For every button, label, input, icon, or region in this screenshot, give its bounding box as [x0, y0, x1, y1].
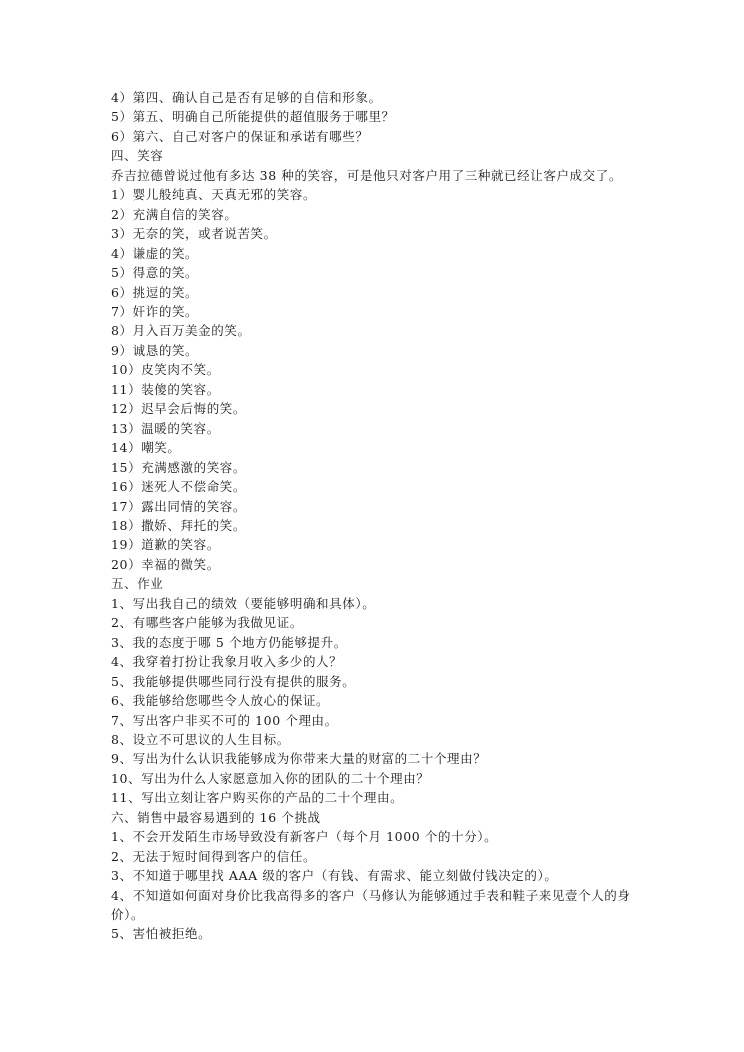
- section-heading: 五、作业: [111, 576, 164, 592]
- list-item: 8、设立不可思议的人生目标。: [111, 731, 290, 747]
- list-item: 3、不知道于哪里找 AAA 级的客户（有钱、有需求、能立刻做付钱决定的）。: [111, 868, 558, 884]
- list-item: 1）婴儿般纯真、天真无邪的笑容。: [111, 187, 317, 203]
- list-item: 5、害怕被拒绝。: [111, 926, 212, 942]
- text-line: 6）第六、自己对客户的保证和承诺有哪些？: [111, 128, 369, 144]
- list-item: 4、不知道如何面对身价比我高得多的客户（马修认为能够通过手表和鞋子来见壹个人的身: [111, 887, 631, 903]
- text-line: 乔吉拉德曾说过他有多达 38 种的笑容，可是他只对客户用了三种就已经让客户成交了。: [111, 167, 622, 183]
- list-item: 6）挑逗的笑。: [111, 284, 199, 300]
- list-item: 1、写出我自己的绩效（要能够明确和具体）。: [111, 595, 376, 611]
- list-item-continuation: 价）。: [111, 907, 145, 923]
- list-item: 1、不会开发陌生市场导致没有新客户（每个月 1000 个的十分）。: [111, 829, 498, 845]
- list-item: 6、我能够给您哪些令人放心的保证。: [111, 693, 330, 709]
- list-item: 5、我能够提供哪些同行没有提供的服务。: [111, 673, 356, 689]
- list-item: 11）装傻的笑容。: [111, 381, 220, 397]
- list-item: 8）月入百万美金的笑。: [111, 323, 251, 339]
- list-item: 10）皮笑肉不笑。: [111, 362, 220, 378]
- list-item: 16）迷死人不偿命笑。: [111, 479, 247, 495]
- list-item: 9、写出为什么认识我能够成为你带来大量的财富的二十个理由？: [111, 751, 487, 767]
- list-item: 10、写出为什么人家愿意加入你的团队的二十个理由？: [111, 770, 430, 786]
- list-item: 7）奸诈的笑。: [111, 303, 199, 319]
- text-line: 5）第五、明确自己所能提供的超值服务于哪里？: [111, 109, 395, 125]
- list-item: 13）温暖的笑容。: [111, 420, 220, 436]
- list-item: 5）得意的笑。: [111, 265, 199, 281]
- list-item: 9）诚恳的笑。: [111, 342, 199, 358]
- document-body: [111, 88, 641, 944]
- list-item: 4、我穿着打扮让我象月收入多少的人？: [111, 654, 343, 670]
- list-item: 7、写出客户非买不可的 100 个理由。: [111, 712, 338, 728]
- section-heading: 六、销售中最容易遇到的 16 个挑战: [111, 809, 321, 825]
- list-item: 19）道歉的笑容。: [111, 537, 220, 553]
- list-item: 14）嘲笑。: [111, 440, 181, 456]
- list-item: 4）谦虚的笑。: [111, 245, 199, 261]
- list-item: 2、无法于短时间得到客户的信任。: [111, 848, 317, 864]
- text-line: 4）第四、确认自己是否有足够的自信和形象。: [111, 90, 382, 105]
- list-item: 2）充满自信的笑容。: [111, 206, 238, 222]
- section-heading: 四、笑容: [111, 148, 164, 164]
- list-item: 18）撒娇、拜托的笑。: [111, 517, 247, 533]
- list-item: 20）幸福的微笑。: [111, 556, 220, 572]
- list-item: 11、写出立刻让客户购买你的产品的二十个理由。: [111, 790, 404, 806]
- list-item: 17）露出同情的笑容。: [111, 498, 247, 514]
- list-item: 2、有哪些客户能够为我做见证。: [111, 615, 303, 631]
- list-item: 12）迟早会后悔的笑。: [111, 401, 247, 417]
- list-item: 15）充满感激的笑容。: [111, 459, 247, 475]
- list-item: 3）无奈的笑，或者说苦笑。: [111, 226, 277, 242]
- list-item: 3、我的态度于哪 5 个地方仍能够提升。: [111, 634, 347, 650]
